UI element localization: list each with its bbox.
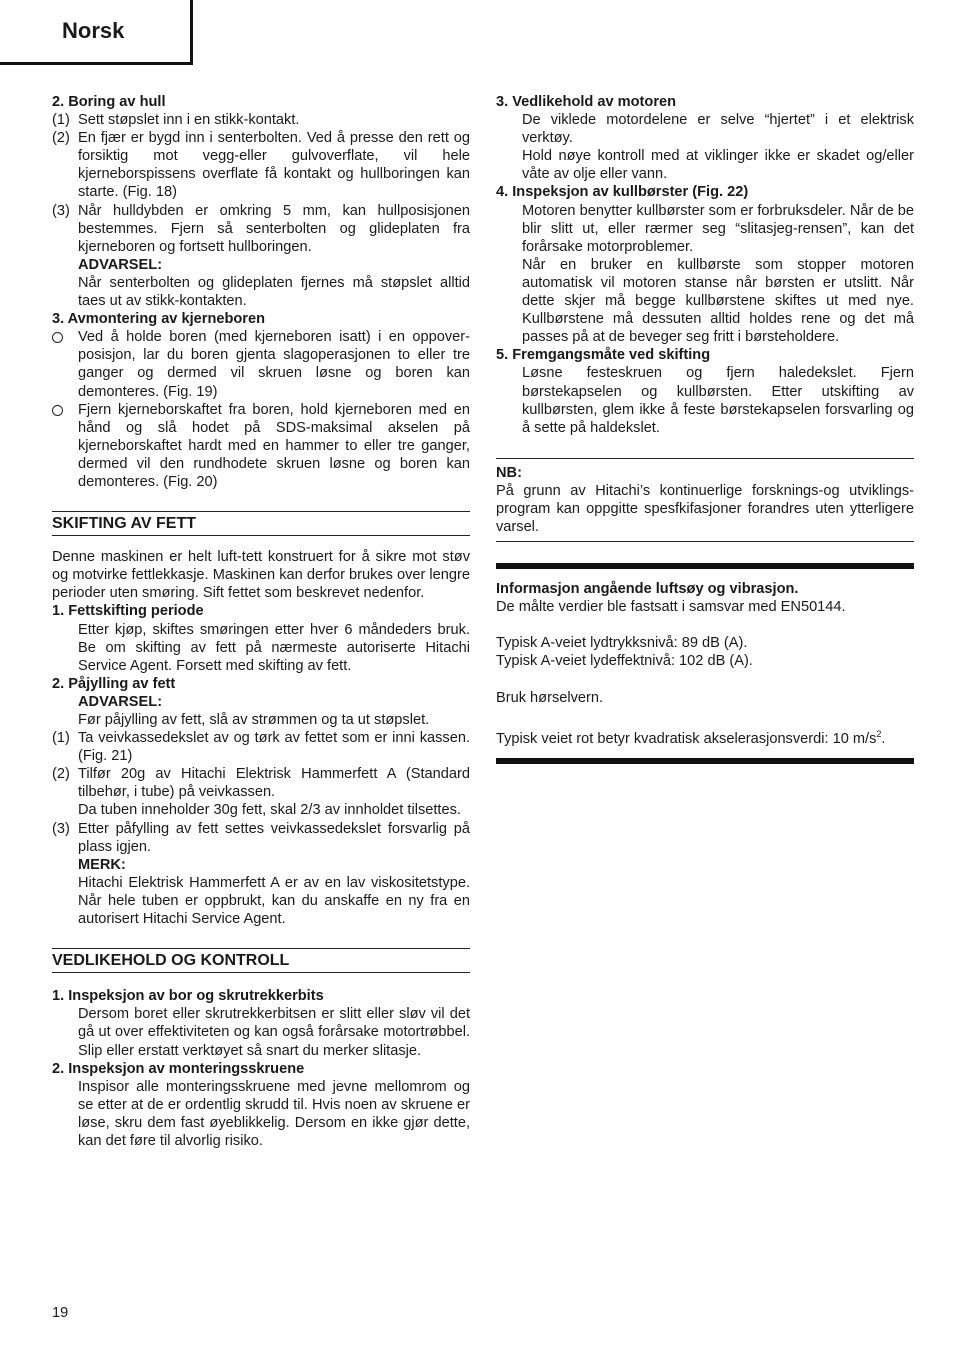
motor-text-2: Hold nøye kontroll med at viklinger ikke er skadet og/eller våte av olje eller vann. — [522, 148, 914, 183]
list-item: Ved å holde boren (med kjerneboren isatt) i en oppover-posisjon, lar du boren gjenta slagoperasjonen to eller tre ganger og dermed vil skruen løsne og boren kan demonteres. (Fig. 19) — [52, 328, 470, 400]
section-heading-vedlikehold: VEDLIKEHOLD OG KONTROLL — [52, 948, 470, 973]
motor-text-1: De viklede motordelene er selve “hjertet” i et elektrisk verktøy. — [522, 112, 914, 147]
right-column — [496, 93, 914, 764]
demontering-title: 3. Avmontering av kjerneboren — [52, 311, 266, 328]
fett-s2-title: 2. Påjylling av fett — [52, 675, 176, 692]
boring-title: 2. Boring av hull — [52, 94, 166, 110]
warning-text: Før påjylling av fett, slå av strømmen og ta ut støpslet. — [78, 712, 430, 728]
warning-label: ADVARSEL: — [78, 256, 163, 273]
section-heading-fett: SKIFTING AV FETT — [52, 511, 470, 536]
kullborster-text-2: Når en bruker en kullbørste som stopper motoren automatisk vil motoren stanse når børsten er utslitt. Når dette skjer må begge kullbørstene skiftes ut med nye. Kullbørstene må dessuten alltid holdes rene og det må passes på at de beveger seg fritt i børsteholdere. — [522, 256, 914, 346]
fett-s1-title: 1. Fettskifting periode — [52, 603, 204, 620]
left-column — [52, 93, 470, 1150]
vedlikehold-s1-text: Dersom boret eller skrutrekkerbitsen er slitt eller sløv vil det gå ut over effektiviteten og kan også forårsake motortrøbbel. Slip eller erstatt verktøyet så snart du merker slitasje. — [78, 1006, 470, 1059]
nb-text: På grunn av Hitachi’s kontinuerlige forsknings-og utviklings-program kan oppgitte spesfkifasjoner forandres uten ytterligere varsel. — [496, 482, 914, 536]
list-item: (1) Ta veivkassedekslet av og tørk av fettet som er inni kassen. (Fig. 21) — [52, 730, 470, 765]
hearing-protection: Bruk hørselvern. — [496, 689, 604, 706]
page-number: 19 — [52, 1305, 69, 1321]
info-text: De målte verdier ble fastsatt i samsvar med EN50144. — [496, 599, 846, 616]
bullet-circle-icon — [52, 332, 63, 343]
list-item: (2) Tilfør 20g av Hitachi Elektrisk Hammerfett A (Standard tilbehør, i tube) på veivkassen. — [52, 766, 470, 801]
sound-power: Typisk A-veiet lydeffektnivå: 102 dB (A). — [496, 653, 753, 670]
fett-intro: Denne maskinen er helt luft-tett konstruert for å sikre mot støv og motvirke fettlekkasje. Maskinen kan derfor brukes over lengre perioder uten smøring. Sift fettet som beskrevet nedenfor. — [52, 549, 470, 602]
vedlikehold-s2-title: 2. Inspeksjon av monteringsskruene — [52, 1060, 305, 1077]
fett-s1-text: Etter kjøp, skiftes smøringen etter hver 6 måndeders bruk. Be om skifting av fett på nærmeste autoriserte Hitachi Service Agent. Forsett med skifting av fett. — [78, 621, 470, 674]
thick-divider — [496, 563, 914, 569]
language-label: Norsk — [62, 18, 125, 43]
merk-text: Hitachi Elektrisk Hammerfett A er av en lav viskositetstype. Når hele tuben er oppbrukt, kan du anskaffe en ny fra en autorisert Hitachi Service Agent. — [78, 874, 470, 928]
merk-label: MERK: — [78, 856, 126, 873]
list-item: (2) En fjær er bygd inn i senterbolten. Ved å presse den rett og forsiktig mot vegg-eller gulvoverflate, vil hele kjerneborspissens overflate få kontakt og hullboringen kan starte. (Fig. 18) — [52, 130, 470, 201]
list-item: Fjern kjerneborskaftet fra boren, hold kjerneboren med en hånd og slå hodet på SDS-maksimal akselen på kjerneborskaftet hardt med en hammer to eller tre ganger, dermed vil den rundhodete skruen løsne og boren kan demonteres. (Fig. 20) — [52, 401, 470, 491]
thick-divider — [496, 758, 914, 764]
list-item: (3) Når hulldybden er omkring 5 mm, kan hullposisjonen bestemmes. Fjern så senterbolten og glideplaten fra kjerneboren og fortsett hullboringen. — [52, 202, 470, 255]
skifting-text: Løsne festeskruen og fjern haledekslet. Fjern børstekapselen og kullbørsten. Etter utskifting av kullbørsten, glem ikke å feste børstekapselen forsvarling og å sette på haldekslet. — [522, 365, 914, 436]
divider — [496, 541, 914, 542]
skifting-title: 5. Fremgangsmåte ved skifting — [496, 347, 711, 364]
language-tab — [0, 0, 193, 65]
info-title: Informasjon angående luftsøy og vibrasjon. — [496, 581, 799, 598]
vedlikehold-s1-title: 1. Inspeksjon av bor og skrutrekkerbits — [52, 988, 324, 1005]
nb-label: NB: — [496, 464, 522, 481]
nb-box — [496, 458, 914, 536]
kullborster-title: 4. Inspeksjon av kullbørster (Fig. 22) — [496, 184, 749, 201]
bullet-circle-icon — [52, 405, 63, 416]
kullborster-text-1: Motoren benytter kullbørster som er forbruksdeler. Når de be blir slitt ut, eller rærmer seg “slitasjeg-rensen”, kan det forårsake motorproblemer. — [522, 202, 914, 255]
warning-text: Når senterbolten og glideplaten fjernes må støpslet alltid taes ut av stikk-kontakten. — [78, 274, 470, 310]
list-item: (3) Etter påfylling av fett settes veivkassedekslet forsvarlig på plass igjen. — [52, 820, 470, 855]
fett-item2-extra: Da tuben inneholder 30g fett, skal 2/3 av innholdet tilsettes. — [78, 802, 461, 819]
vedlikehold-s2-text: Inspisor alle monteringsskruene med jevne mellomrom og se etter at de er ordentlig skrudd til. Hvis noen av skruene er løse, skru dem fast øyeblikkelig. Dersom en ikke gjør dette, kan det føre til alvorlig risiko. — [78, 1078, 470, 1149]
vibration-text: Typisk veiet rot betyr kvadratisk akselerasjonsverdi: 10 $m/s^2$. — [496, 728, 886, 747]
list-item: (1) Sett støpslet inn i en stikk-kontakt. — [52, 112, 300, 129]
warning-label: ADVARSEL: — [78, 693, 163, 710]
sound-pressure: Typisk A-veiet lydtrykksnivå: 89 dB (A). — [496, 635, 748, 652]
motor-title: 3. Vedlikehold av motoren — [496, 94, 677, 110]
